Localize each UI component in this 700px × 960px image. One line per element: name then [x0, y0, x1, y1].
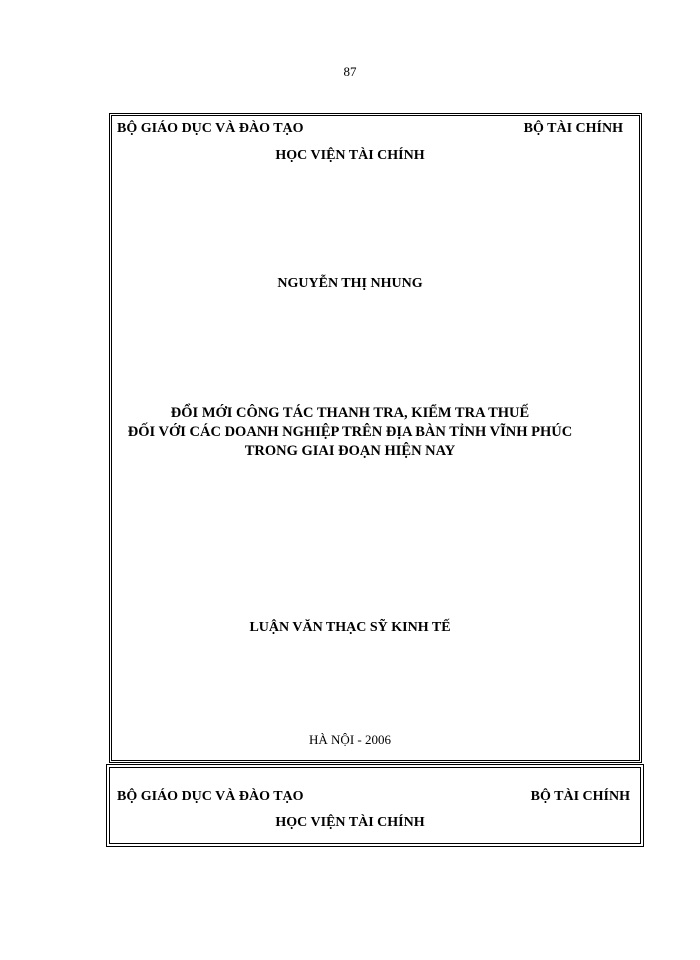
second-cover-frame	[106, 764, 644, 847]
institution-name: HỌC VIỆN TÀI CHÍNH	[275, 148, 425, 163]
ministry-of-finance: BỘ TÀI CHÍNH	[523, 121, 623, 136]
thesis-title-line: ĐỔI MỚI CÔNG TÁC THANH TRA, KIỂM TRA THUẾ	[170, 405, 530, 421]
degree-label: LUẬN VĂN THẠC SỸ KINH TẾ	[249, 620, 451, 635]
second-ministry-of-education: BỘ GIÁO DỤC VÀ ĐÀO TẠO	[117, 789, 304, 804]
thesis-title-line: TRONG GIAI ĐOẠN HIỆN NAY	[244, 443, 456, 459]
second-ministry-of-finance: BỘ TÀI CHÍNH	[530, 789, 630, 804]
place-year: HÀ NỘI - 2006	[309, 732, 391, 747]
page-number: 87	[343, 64, 357, 79]
author-name: NGUYỄN THỊ NHUNG	[277, 276, 423, 291]
ministry-of-education: BỘ GIÁO DỤC VÀ ĐÀO TẠO	[117, 121, 304, 136]
thesis-title-line: ĐỐI VỚI CÁC DOANH NGHIỆP TRÊN ĐỊA BÀN TỈNH VĨNH PHÚC	[127, 424, 573, 440]
thesis-title	[0, 404, 700, 461]
second-institution-name: HỌC VIỆN TÀI CHÍNH	[275, 815, 425, 830]
